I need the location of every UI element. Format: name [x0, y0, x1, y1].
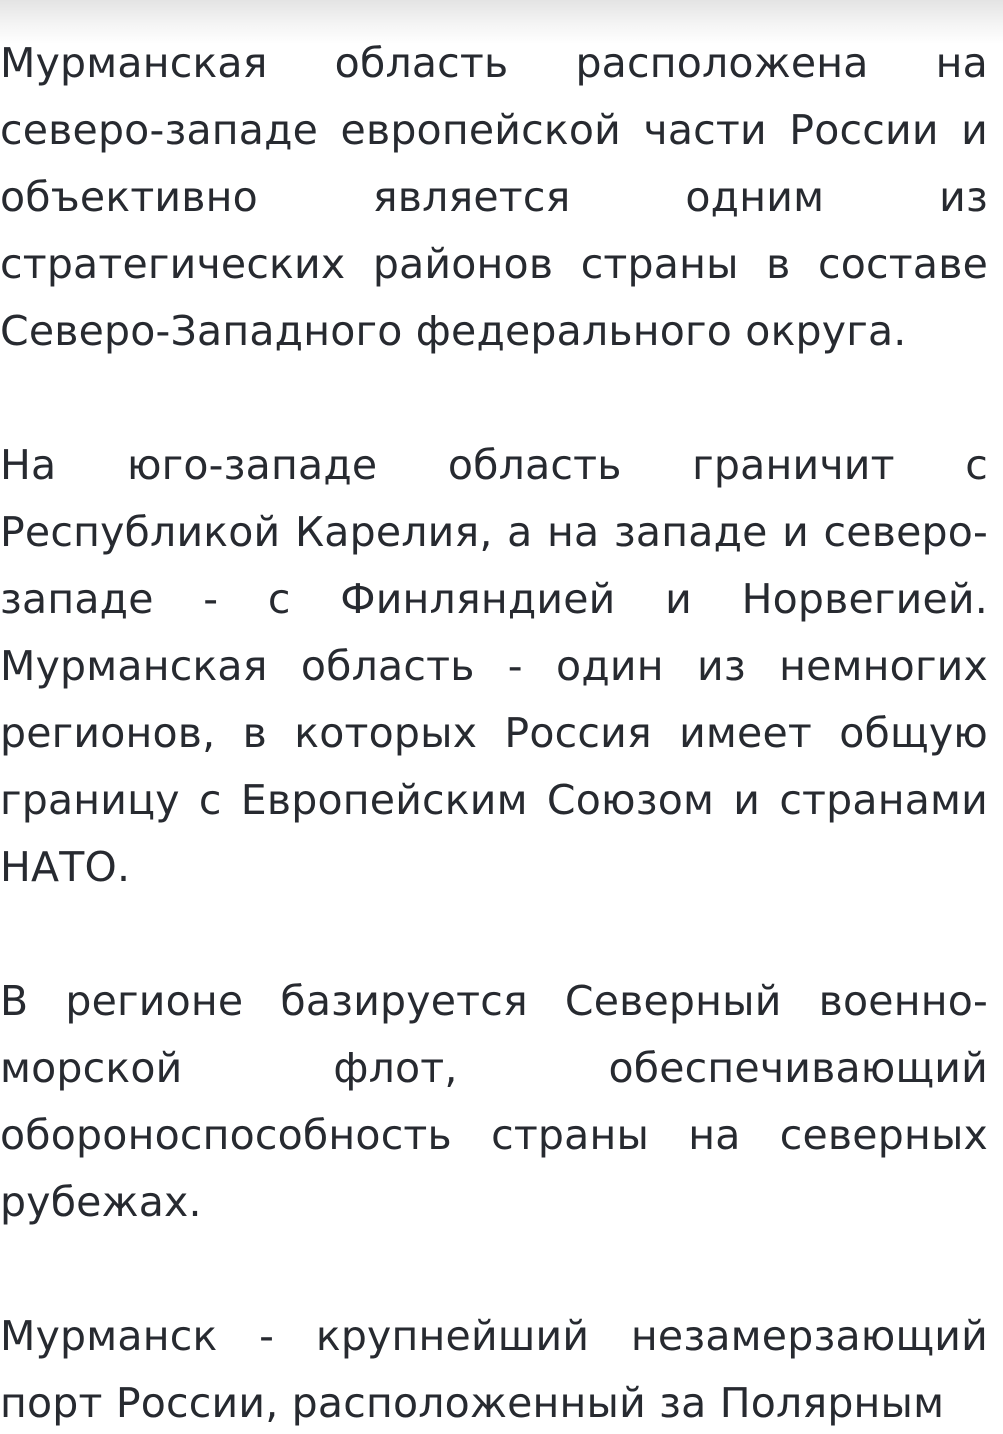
paragraph-borders: На юго-западе область граничит с Республикой Карелия, а на западе и северо-западе - с Финляндией и Норвегией. Мурманская область - один из немногих регионов, в которых Россия имеет общую границу с Европейским Союзом и странами НАТО.: [0, 441, 988, 891]
paragraph-location: Мурманская область расположена на северо-западе европейской части России и объективно является одним из стратегических районов страны в составе Северо-Западного федерального округа.: [0, 39, 988, 355]
paragraph-northern-fleet: В регионе базируется Северный военно-морской флот, обеспечивающий обороноспособность страны на северных рубежах.: [0, 977, 988, 1226]
paragraph-port: Мурманск - крупнейший незамерзающий порт России, расположенный за Полярным: [0, 1312, 988, 1427]
article-text: [0, 30, 988, 1434]
